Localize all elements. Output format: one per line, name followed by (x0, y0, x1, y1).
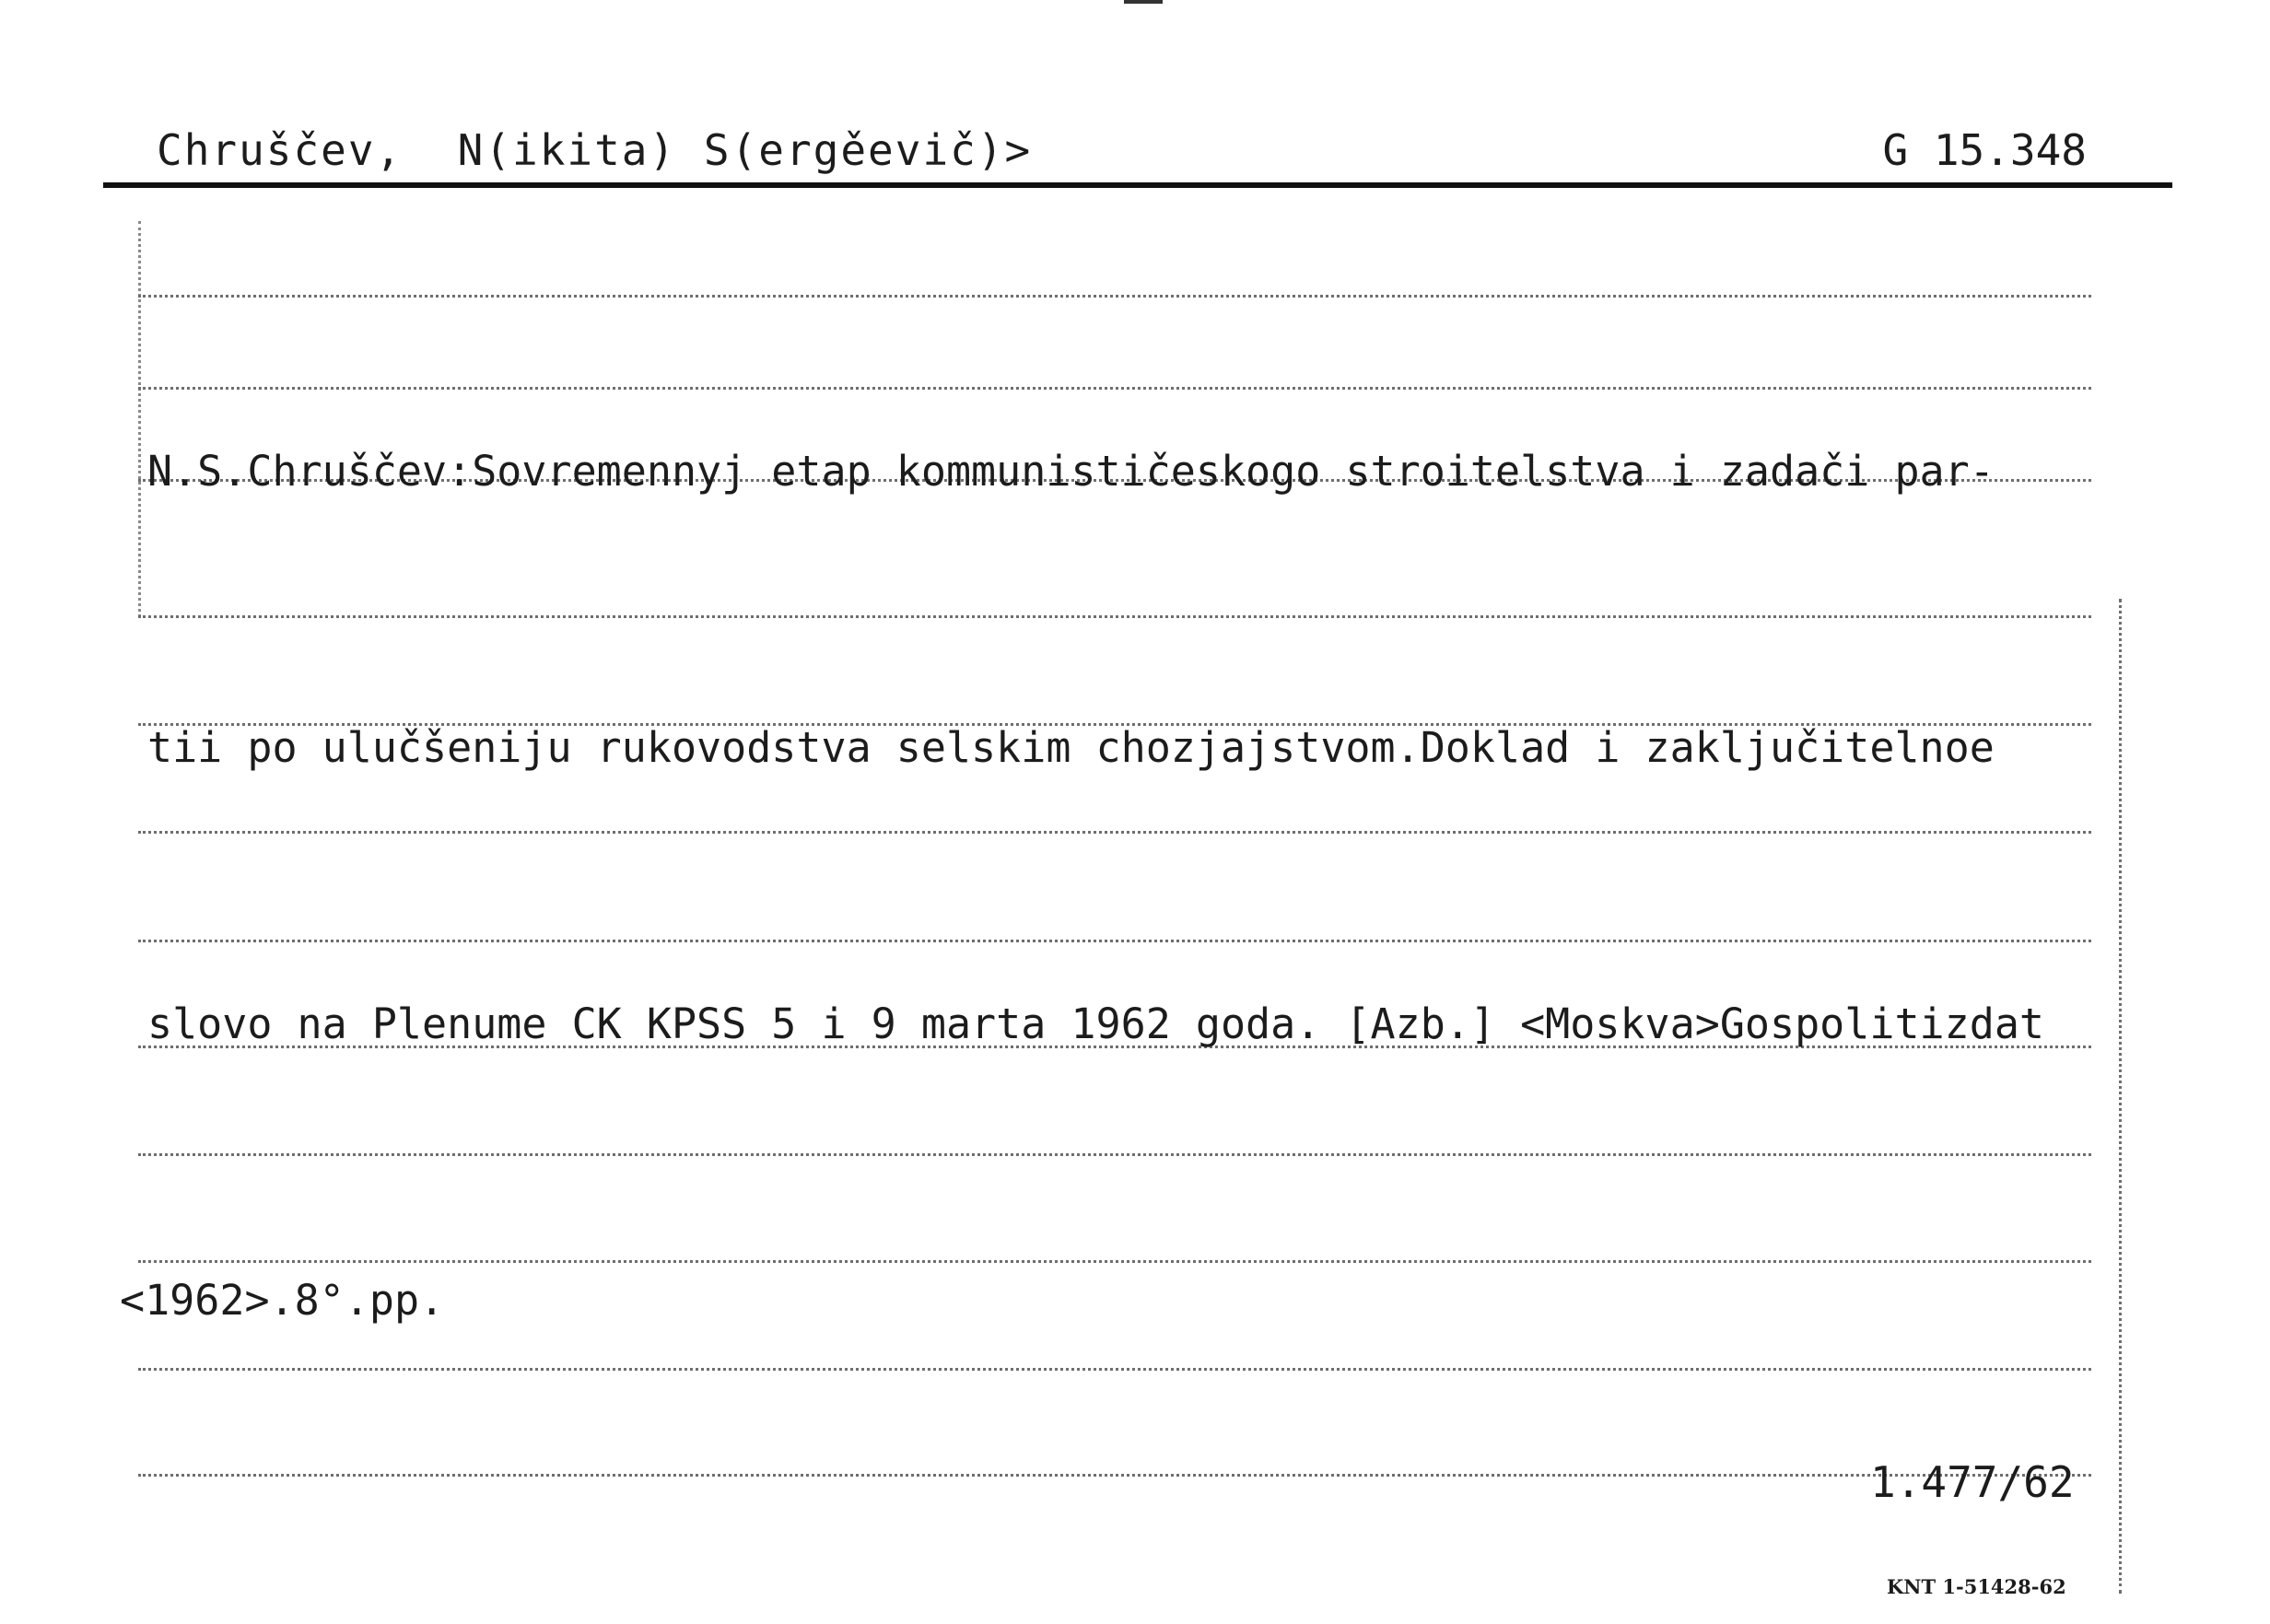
accession-number: 1.477/62 (1870, 1457, 2075, 1507)
description-line: N.S.Chruščev:Sovremennyj etap kommunističeskogo stroitelstva i zadači par- (147, 447, 1995, 496)
description-line: tii po ulučšeniju rukovodstva selskim chozjajstvom.Doklad i zaključitelnoe (147, 723, 1995, 772)
heading-rule (103, 182, 2172, 188)
description-line: <1962>.8°.pp. (120, 1276, 445, 1325)
description-line: slovo na Plenume CK KPSS 5 i 9 marta 1962 goda. [Azb.] <Moskva>Gospolitizdat (147, 999, 2045, 1048)
bibliographic-description (120, 241, 2229, 1531)
top-edge-mark (1124, 0, 1163, 4)
card-heading (143, 118, 2170, 192)
shelfmark: G 15.348 (1882, 125, 2087, 175)
print-code: KNT 1-51428-62 (1887, 1575, 2066, 1598)
author-heading: Chruščev, N(ikita) S(ergěevič)> (157, 125, 1033, 175)
left-margin-line (138, 221, 141, 617)
